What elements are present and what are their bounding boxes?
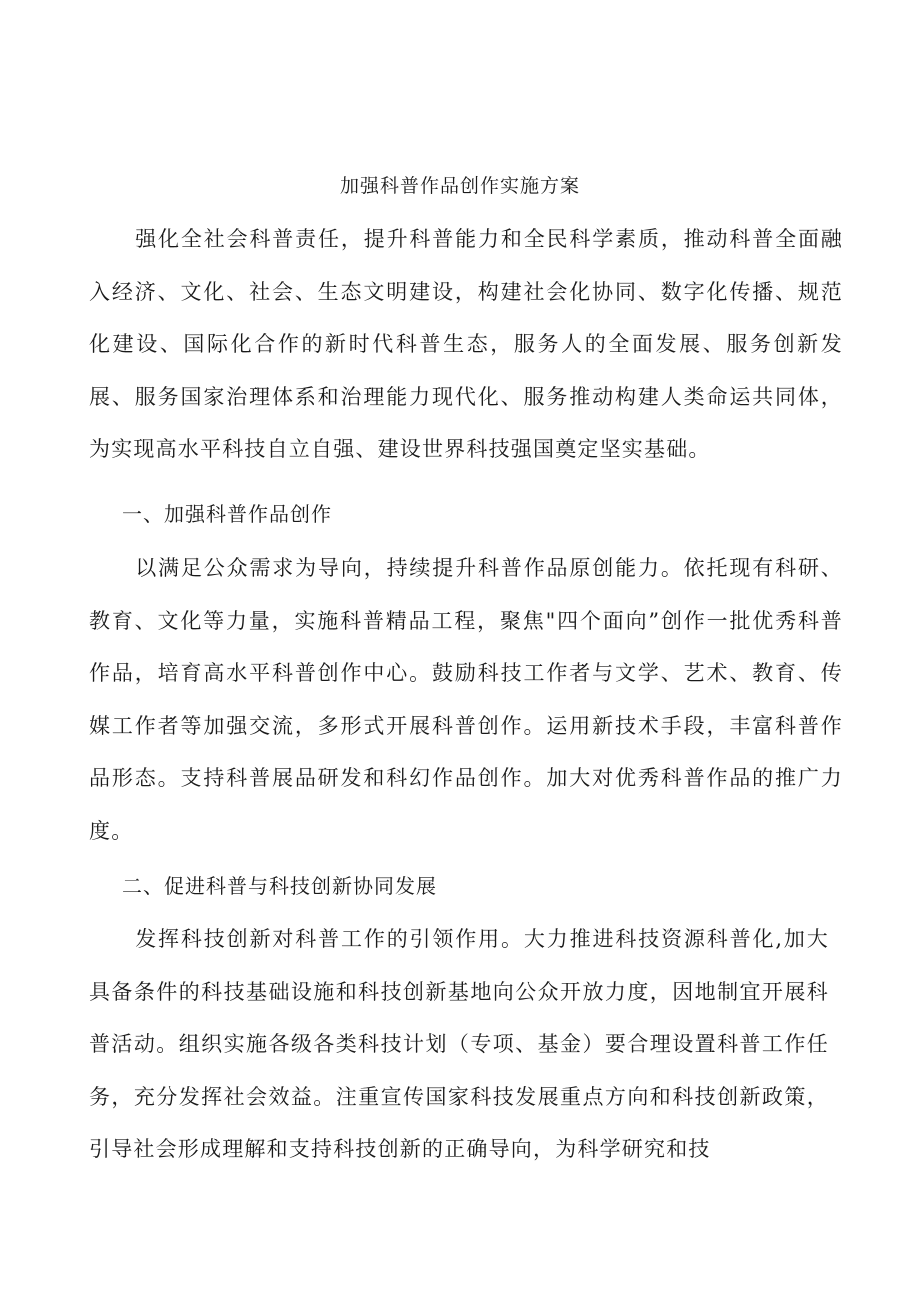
section-body-2: 发挥科技创新对科普工作的引领作用。大力推进科技资源科普化,加大具备条件的科技基础设施和科技创新基地向公众开放力度，因地制宜开展科普活动。组织实施各级各类科技计划（专项、基金）要合理设置科普工作任务，充分发挥社会效益。注重宣传国家科技发展重点方向和科技创新政策，引导社会形成理解和支持科技创新的正确导向，为科学研究和技	[89, 927, 829, 1162]
section-heading-2: 二、促进科普与科技创新协同发展	[122, 874, 437, 898]
document-title: 加强科普作品创作实施方案	[339, 175, 580, 197]
intro-paragraph: 强化全社会科普责任，提升科普能力和全民科学素质，推动科普全面融入经济、文化、社会、生态文明建设，构建社会化协同、数字化传播、规范化建设、国际化合作的新时代科普生态，服务人的全面发展、服务创新发展、服务国家治理体系和治理能力现代化、服务推动构建人类命运共同体，为实现高水平科技自立自强、建设世界科技强国奠定坚实基础。	[89, 227, 843, 462]
section-body-1: 以满足公众需求为导向，持续提升科普作品原创能力。依托现有科研、教育、文化等力量，实施科普精品工程，聚焦"四个面向”创作一批优秀科普作品，培育高水平科普创作中心。鼓励科技工作者与文学、艺术、教育、传媒工作者等加强交流，多形式开展科普创作。运用新技术手段，丰富科普作品形态。支持科普展品研发和科幻作品创作。加大对优秀科普作品的推广力度。	[89, 556, 843, 843]
section-heading-1: 一、加强科普作品创作	[122, 502, 332, 526]
